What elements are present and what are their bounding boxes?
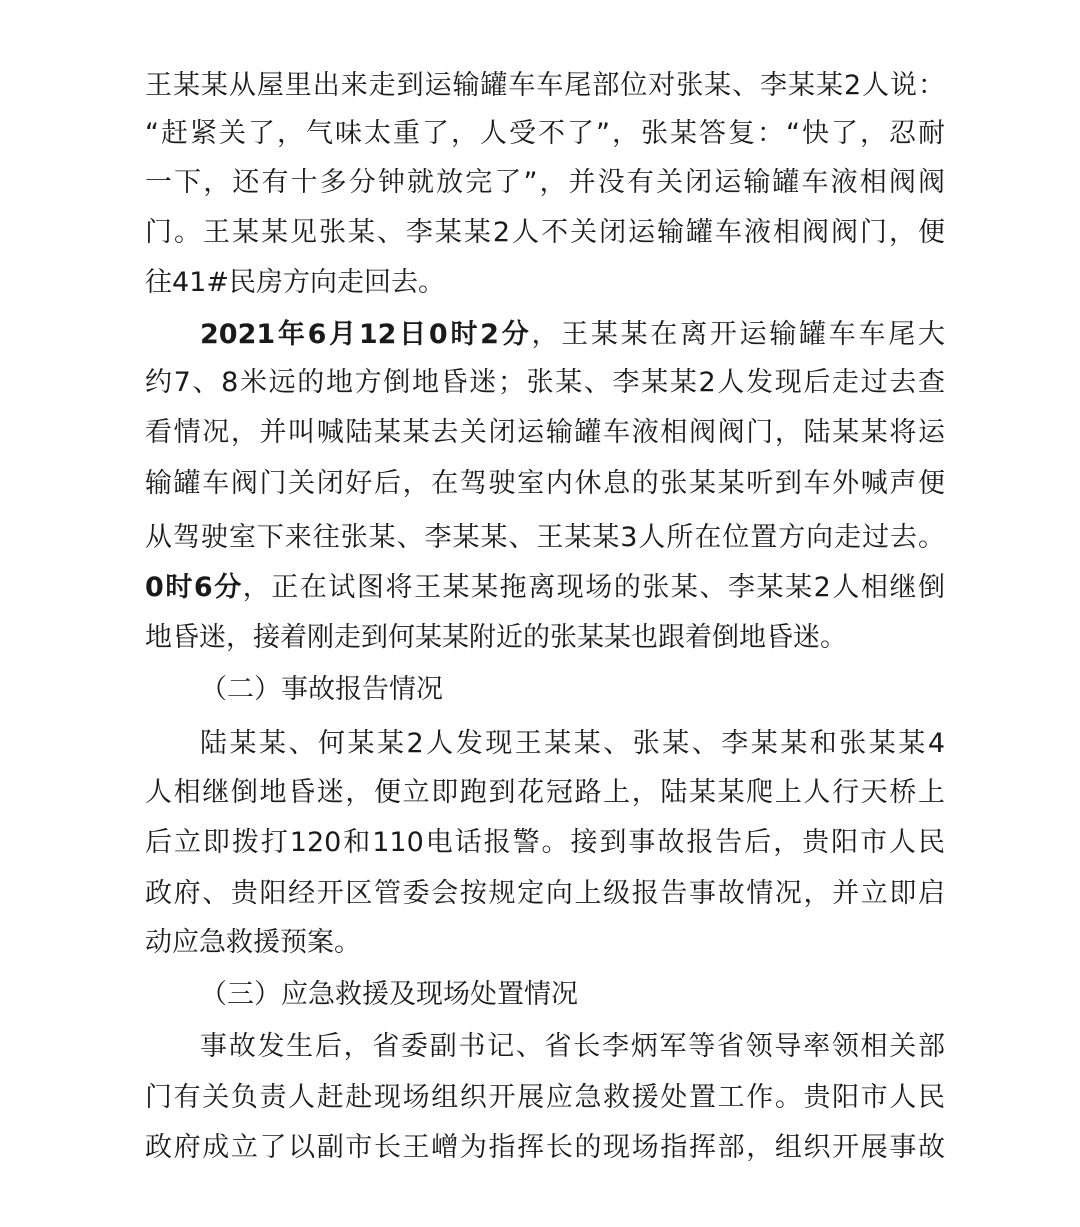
paragraph-2-date-time: 2021年6月12日0时2分: [200, 319, 532, 350]
paragraph-3-line-2: 人相继倒地昏迷，便立即跑到花冠路上，陆某某爬上人行天桥上: [145, 777, 945, 808]
paragraph-2-line-6: [145, 568, 945, 608]
paragraph-2-line-6-text: ，正在试图将王某某拖离现场的张某、李某某2人相继倒: [242, 572, 945, 603]
paragraph-1-line-2: “赶紧关了，气味太重了，人受不了”，张某答复：“快了，忍耐: [145, 118, 945, 149]
paragraph-1-line-4: 门。王某某见张某、李某某2人不关闭运输罐车液相阀阀门，便: [145, 217, 945, 248]
paragraph-2-line-7: 地昏迷，接着刚走到何某某附近的张某某也跟着倒地昏迷。: [145, 622, 847, 653]
paragraph-2-time: 0时6分: [145, 572, 243, 603]
paragraph-1-line-1: 王某某从屋里出来走到运输罐车车尾部位对张某、李某某2人说：: [145, 70, 945, 101]
paragraph-2-line-4: 输罐车阀门关闭好后，在驾驶室内休息的张某某听到车外喊声便: [145, 468, 945, 499]
paragraph-3-line-4: 政府、贵阳经开区管委会按规定向上级报告事故情况，并立即启: [145, 878, 945, 909]
paragraph-2-line-1-text: ，王某某在离开运输罐车车尾大: [531, 319, 945, 350]
paragraph-1-line-3: 一下，还有十多分钟就放完了”，并没有关闭运输罐车液相阀阀: [145, 167, 945, 198]
paragraph-2-line-3: 看情况，并叫喊陆某某去关闭运输罐车液相阀阀门，陆某某将运: [145, 417, 945, 448]
section-heading-rescue: （三）应急救援及现场处置情况: [200, 979, 578, 1010]
paragraph-4-line-3: 政府成立了以副市长王嶒为指挥长的现场指挥部，组织开展事故: [145, 1132, 945, 1163]
paragraph-1-line-5: 往41#民房方向走回去。: [145, 267, 445, 298]
paragraph-4-line-2: 门有关负责人赶赴现场组织开展应急救援处置工作。贵阳市人民: [145, 1082, 945, 1113]
paragraph-2-line-1: [200, 315, 945, 355]
paragraph-4-line-1: 事故发生后，省委副书记、省长李炳军等省领导率领相关部: [200, 1031, 945, 1062]
paragraph-2-line-2: 约7、8米远的地方倒地昏迷；张某、李某某2人发现后走过去查: [145, 367, 945, 398]
paragraph-2-line-5: 从驾驶室下来往张某、李某某、王某某3人所在位置方向走过去。: [145, 522, 945, 553]
paragraph-3-line-3: 后立即拨打120和110电话报警。接到事故报告后，贵阳市人民: [145, 827, 945, 858]
paragraph-3-line-5: 动应急救援预案。: [145, 927, 361, 958]
paragraph-3-line-1: 陆某某、何某某2人发现王某某、张某、李某某和张某某4: [200, 728, 945, 759]
section-heading-report: （二）事故报告情况: [200, 674, 443, 705]
